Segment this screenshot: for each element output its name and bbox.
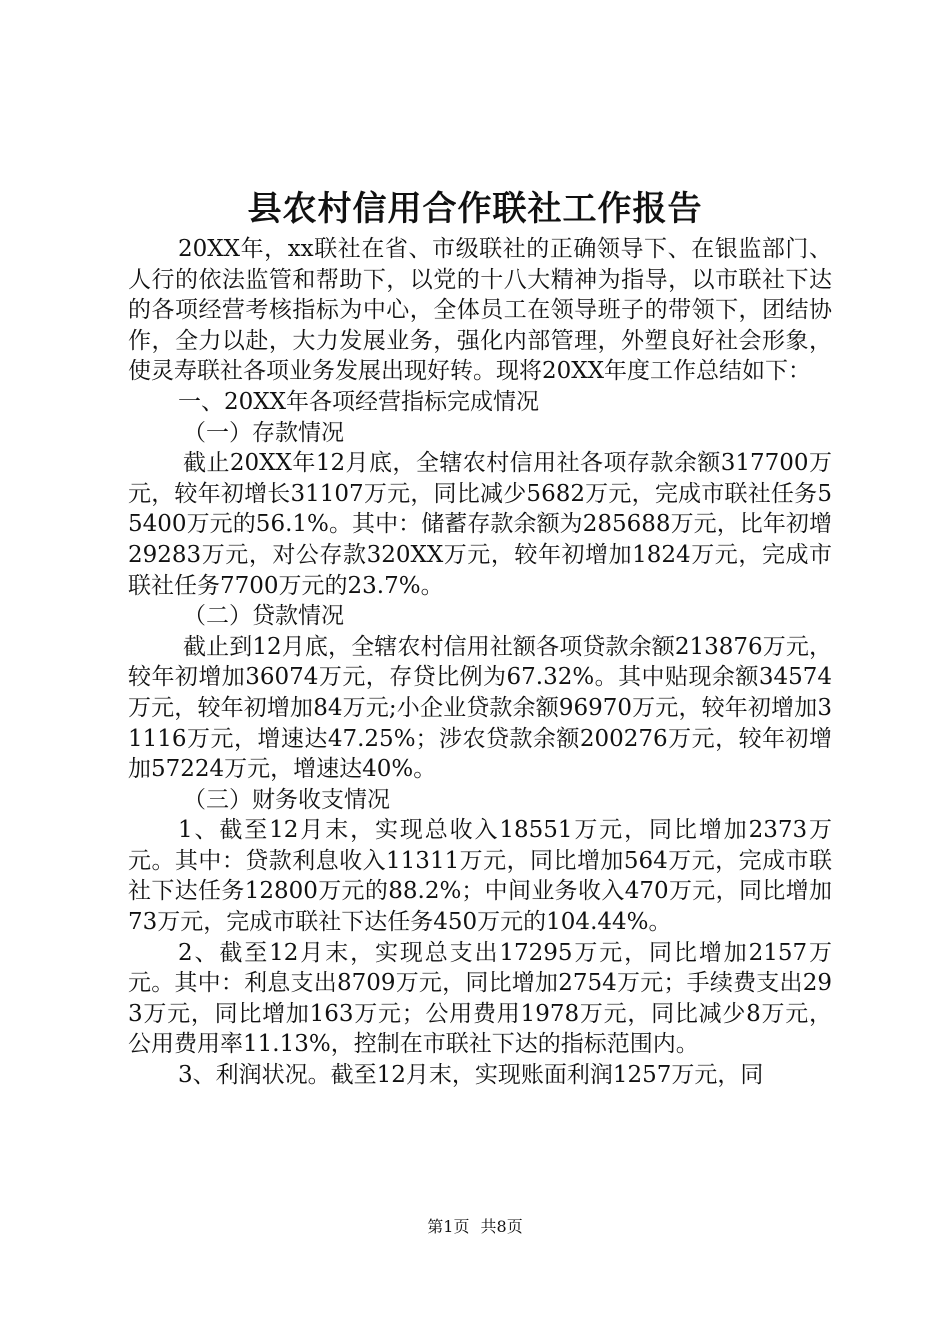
subsection-heading-deposits: （一）存款情况 — [183, 419, 344, 446]
page-number: 第1页 — [427, 1217, 470, 1236]
document-body — [128, 234, 832, 1091]
paragraph-profit: 3、利润状况。截至12月末，实现账面利润1257万元，同 — [178, 1062, 764, 1089]
paragraph-expenditure: 2、截至12月末，实现总支出17295万元，同比增加2157万元。其中：利息支出8709万元，同比增加2754万元；手续费支出293万元，同比增加163万元；公用费用1978万元，同比减少8万元，公用费用率11.13%，控制在市联社下达的指标范围内。 — [128, 939, 832, 1058]
subsection-heading-finance: （三）财务收支情况 — [183, 786, 390, 813]
document-title: 县农村信用合作联社工作报告 — [247, 189, 703, 229]
paragraph-loans: 截止到12月底，全辖农村信用社额各项贷款余额213876万元，较年初增加36074万元，存贷比例为67.32%。其中贴现余额34574万元，较年初增加84万元;小企业贷款余额96970万元，较年初增加31116万元，增速达47.25%；涉农贷款余额200276万元，较年初增加57224万元，增速达40%。 — [128, 633, 832, 783]
paragraph-income: 1、截至12月末，实现总收入18551万元，同比增加2373万元。其中：贷款利息收入11311万元，同比增加564万元，完成市联社下达任务12800万元的88.2%；中间业务收入470万元，同比增加73万元，完成市联社下达任务450万元的104.44%。 — [128, 817, 832, 936]
paragraph-deposits: 截止20XX年12月底，全辖农村信用社各项存款余额317700万元，较年初增长31107万元，同比减少5682万元，完成市联社任务55400万元的56.1%。其中：储蓄存款余额为285688万元，比年初增29283万元，对公存款320XX万元，较年初增加1824万元，完成市联社任务7700万元的23.7%。 — [128, 450, 832, 599]
section-heading-1: 一、20XX年各项经营指标完成情况 — [178, 388, 540, 415]
subsection-heading-loans: （二）贷款情况 — [183, 603, 344, 630]
page-total: 共8页 — [480, 1217, 523, 1236]
paragraph-intro: 20XX年，xx联社在省、市级联社的正确领导下、在银监部门、人行的依法监管和帮助下，以党的十八大精神为指导，以市联社下达的各项经营考核指标为中心，全体员工在领导班子的带领下，团结协作，全力以赴，大力发展业务，强化内部管理，外塑良好社会形象，使灵寿联社各项业务发展出现好转。现将20XX年度工作总结如下： — [128, 236, 832, 385]
page-footer — [0, 1216, 950, 1238]
